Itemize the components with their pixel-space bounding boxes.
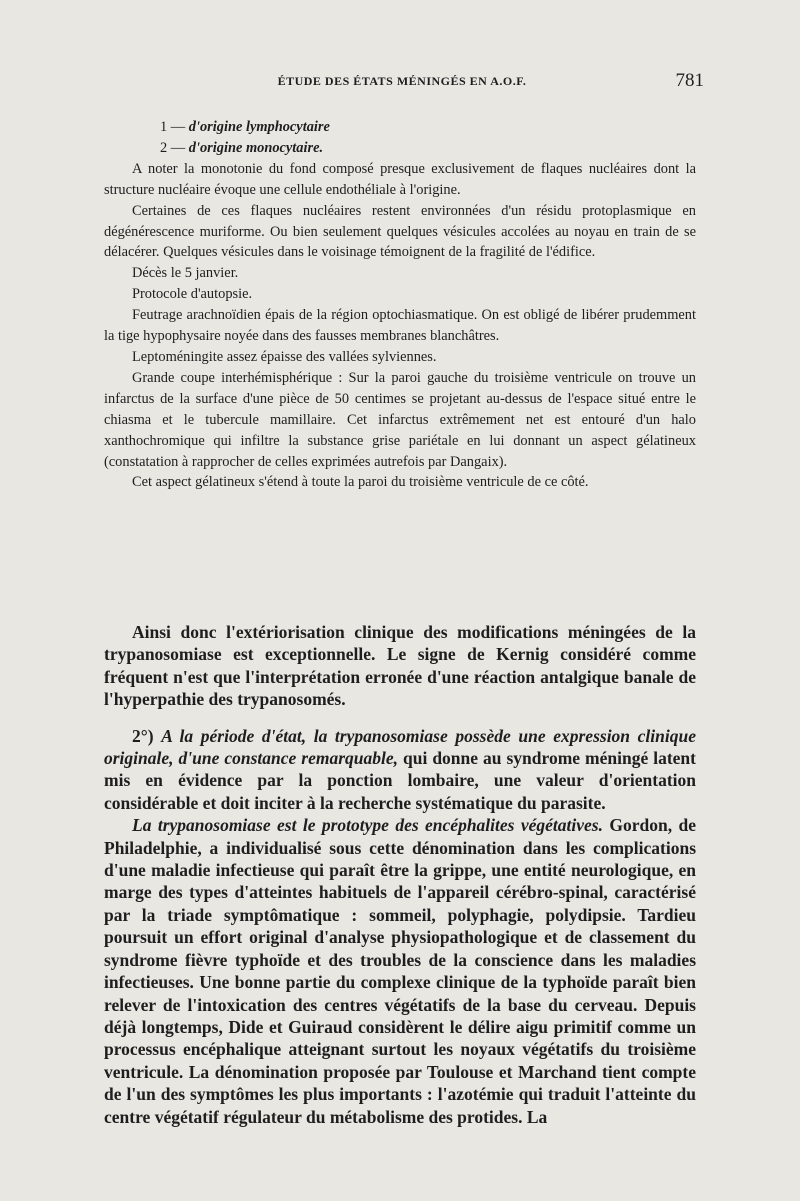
paragraph: Protocole d'autopsie. xyxy=(132,286,253,303)
paragraph: 2°) A la période d'état, la trypanosomiase possède une expression clinique originale, d'une constance remarquable, qui donne au syndrome méningé latent mis en évidence par la ponction lombaire, une valeur d'orientation considérable et doit inciter à la recherche systématique du parasite. xyxy=(104,725,696,813)
page-number: 781 xyxy=(675,70,704,91)
paragraph: La trypanosomiase est le prototype des encéphalites végétatives. Gordon, de Philadelphie, a individualisé sous cette dénomination dans les complications d'une maladie infectieuse qui paraît être la grippe, une entité neurologique, en marge des types d'atteintes habituels de l'appareil cérébro-spinal, caractérisé par la triade symptômatique : sommeil, polyphagie, polydipsie. Tardieu poursuit un effort original d'analyse physiopathologique et de classement du syndrome fièvre typhoïde et des troubles de la conscience dans les maladies infectieuses. Une bonne partie du complexe clinique de la typhoïde paraît bien relever de l'intoxication des centres végétatifs de la base du cerveau. Depuis déjà longtemps, Dide et Guiraud considèrent le délire aigu primitif comme un processus encéphalique atteignant surtout les noyaux végétatifs du troisième ventricule. La dénomination proposée par Toulouse et Marchand tient compte de l'un des symptômes les plus importants : l'azotémie qui traduit l'atteinte du centre végétatif régulateur du métabolisme des protides. La xyxy=(104,815,696,1127)
list-item: 1 — d'origine lymphocytaire xyxy=(160,119,330,135)
main-text-block xyxy=(104,621,696,1128)
list-item: 2 — d'origine monocytaire. xyxy=(160,139,324,156)
paragraph: Décès le 5 janvier. xyxy=(132,265,239,282)
paragraph: Grande coupe interhémisphérique : Sur la paroi gauche du troisième ventricule on trouve un infarctus de la surface d'une pièce de 50 centimes se projetant au-dessus de l'espace situé entre le chiasma et le tubercule mamillaire. Cet infarctus extrêmement net est entouré d'un halo xanthochromique qui infiltre la substance grise pariétale en lui donnant un aspect gélatineux (constatation à rapprocher de celles exprimées autrefois par Dangaix). xyxy=(104,369,696,470)
paragraph: Leptoméningite assez épaisse des vallées sylviennes. xyxy=(132,348,437,365)
case-report-block xyxy=(104,117,696,493)
paragraph: A noter la monotonie du fond composé presque exclusivement de flaques nucléaires dont la structure nucléaire évoque une cellule endothéliale à l'origine. xyxy=(104,160,696,198)
paragraph: Cet aspect gélatineux s'étend à toute la paroi du troisième ventricule de ce côté. xyxy=(132,474,589,491)
paragraph: Feutrage arachnoïdien épais de la région optochiasmatique. On est obligé de libérer prudemment la tige hypophysaire noyée dans des fausses membranes blanchâtres. xyxy=(104,307,696,345)
paragraph: Ainsi donc l'extériorisation clinique des modifications méningées de la trypanosomiase est exceptionnelle. Le signe de Kernig considéré comme fréquent n'est que l'interprétation erronée d'une réaction antalgique banale de l'hyperpathie des trypanosomés. xyxy=(104,622,696,710)
running-title: ÉTUDE DES ÉTATS MÉNINGÉS EN A.O.F. xyxy=(277,74,527,88)
paragraph: Certaines de ces flaques nucléaires restent environnées d'un résidu protoplasmique en dégénérescence muriforme. Ou bien seulement quelques vésicules accolées au noyau en train de se délacérer. Quelques vésicules dans le voisinage témoignent de la fragilité de l'édifice. xyxy=(104,202,696,261)
